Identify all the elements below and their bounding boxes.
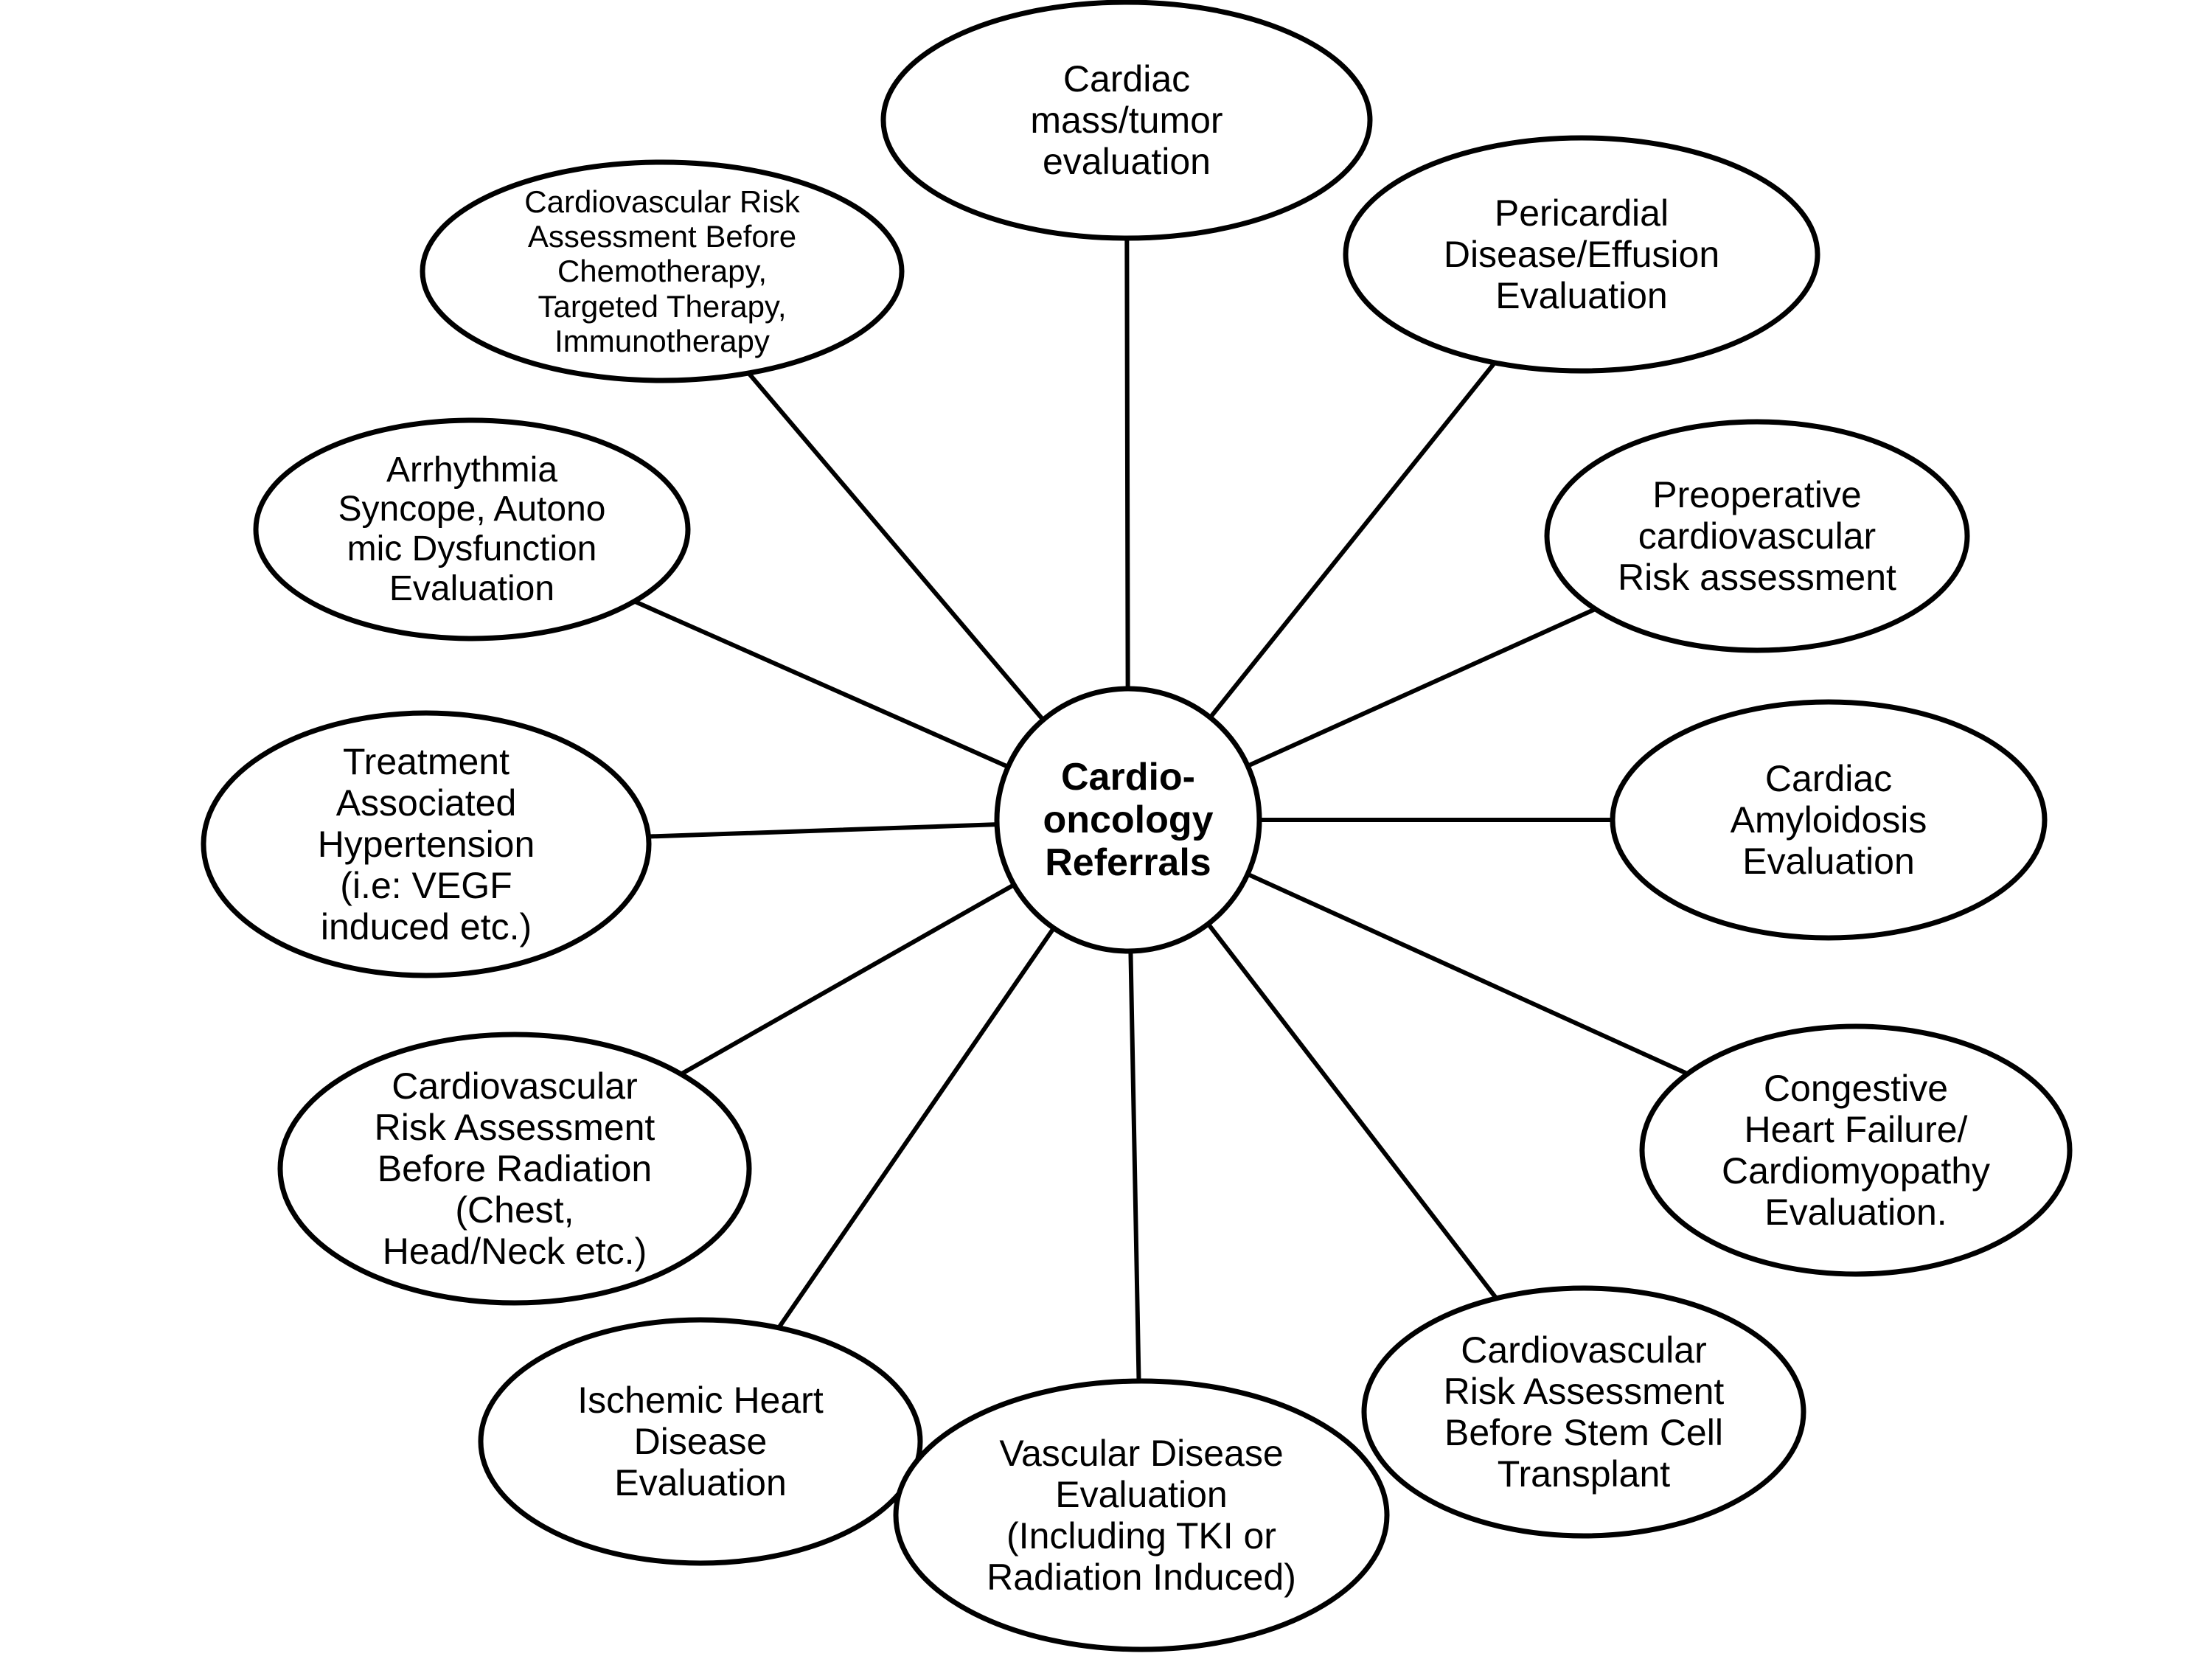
node-label-cardiac-mass-tumor-evaluation: Cardiac mass/tumor evaluation	[1030, 58, 1223, 182]
edge-hub-to-cardiovascular-risk-assessment-before-radiation	[681, 885, 1015, 1074]
edge-hub-to-congestive-heart-failure-cardiomyopathy-evaluation	[1248, 874, 1688, 1074]
node-arrhythmia-syncope-autonomic-dysfunction-evaluation[interactable]	[256, 420, 688, 639]
edge-hub-to-pericardial-disease-effusion-evaluation	[1210, 363, 1495, 717]
edge-hub-to-cardiovascular-risk-assessment-before-stem-cell-transplant	[1208, 924, 1497, 1298]
hub-node-label-hub: Cardio- oncology Referrals	[1043, 755, 1214, 885]
edge-hub-to-vascular-disease-evaluation	[1130, 951, 1138, 1381]
node-cardiovascular-risk-assessment-before-stem-cell-transplant[interactable]	[1364, 1288, 1804, 1536]
node-cardiac-amyloidosis-evaluation[interactable]	[1613, 702, 2045, 938]
node-vascular-disease-evaluation[interactable]	[896, 1381, 1387, 1649]
hub-node-hub[interactable]	[997, 689, 1259, 951]
node-cardiac-mass-tumor-evaluation[interactable]	[883, 2, 1370, 238]
node-label-ischemic-heart-disease-evaluation: Ischemic Heart Disease Evaluation	[577, 1380, 824, 1503]
node-label-cardiac-amyloidosis-evaluation: Cardiac Amyloidosis Evaluation	[1730, 758, 1927, 882]
node-label-pericardial-disease-effusion-evaluation: Pericardial Disease/Effusion Evaluation	[1443, 192, 1720, 316]
edge-hub-to-treatment-associated-hypertension	[648, 824, 997, 836]
node-label-congestive-heart-failure-cardiomyopathy-evaluation: Congestive Heart Failure/ Cardiomyopathy Evaluation.	[1721, 1068, 1991, 1233]
node-ischemic-heart-disease-evaluation[interactable]	[481, 1320, 920, 1563]
node-label-cardiovascular-risk-assessment-before-stem-cell-transplant: Cardiovascular Risk Assessment Before Stem Cell Transplant	[1443, 1329, 1725, 1495]
node-label-cardiovascular-risk-assessment-before-radiation: Cardiovascular Risk Assessment Before Radiation (Chest, Head/Neck etc.)	[374, 1065, 655, 1272]
edge-hub-to-preoperative-cardiovascular-risk-assessment	[1248, 609, 1595, 766]
node-label-arrhythmia-syncope-autonomic-dysfunction-evaluation: Arrhythmia Syncope, Autono mic Dysfunction Evaluation	[338, 450, 606, 608]
nodes-layer	[204, 2, 2070, 1649]
node-label-treatment-associated-hypertension: Treatment Associated Hypertension (i.e: VEGF induced etc.)	[317, 741, 535, 947]
node-label-preoperative-cardiovascular-risk-assessment: Preoperative cardiovascular Risk assessment	[1618, 474, 1896, 598]
node-treatment-associated-hypertension[interactable]	[204, 713, 649, 975]
node-congestive-heart-failure-cardiomyopathy-evaluation[interactable]	[1642, 1026, 2070, 1274]
node-cardiovascular-risk-assessment-before-chemotherapy[interactable]	[422, 162, 902, 380]
edge-hub-to-arrhythmia-syncope-autonomic-dysfunction-evaluation	[634, 602, 1008, 767]
node-preoperative-cardiovascular-risk-assessment[interactable]	[1547, 422, 1967, 650]
node-pericardial-disease-effusion-evaluation[interactable]	[1346, 138, 1818, 371]
edge-hub-to-ischemic-heart-disease-evaluation	[779, 928, 1054, 1328]
node-label-cardiovascular-risk-assessment-before-chemotherapy: Cardiovascular Risk Assessment Before Chemotherapy, Targeted Therapy, Immunotherapy	[524, 184, 800, 358]
node-cardiovascular-risk-assessment-before-radiation[interactable]	[280, 1034, 749, 1303]
edge-hub-to-cardiovascular-risk-assessment-before-chemotherapy	[748, 373, 1043, 720]
node-label-vascular-disease-evaluation: Vascular Disease Evaluation (Including TKI or Radiation Induced)	[987, 1433, 1296, 1598]
